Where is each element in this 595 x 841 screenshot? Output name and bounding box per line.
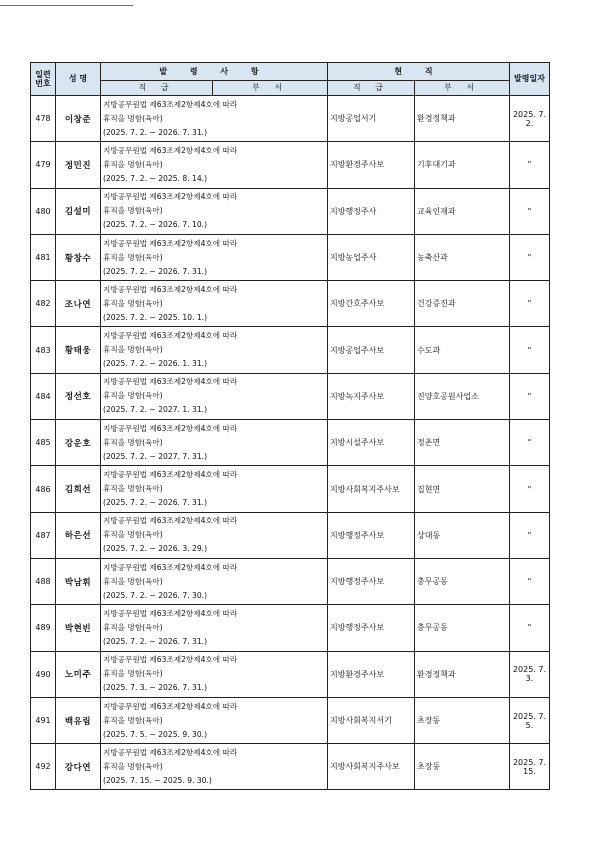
current-dept: 진양호공원사업소: [415, 373, 510, 419]
serial-number: 483: [31, 327, 56, 373]
employee-name: 강다연: [56, 744, 101, 790]
serial-number: 479: [31, 142, 56, 188]
employee-name: 정선호: [56, 373, 101, 419]
employee-name: 하은선: [56, 512, 101, 558]
current-rank: 지방간호주사보: [328, 281, 415, 327]
table-row: [31, 96, 550, 142]
issuance-date: ": [510, 420, 550, 466]
issuance-line-3: (2025. 7. 2. ~ 2026. 3. 29.): [103, 544, 208, 554]
current-dept: 환경정책과: [415, 96, 510, 142]
employee-name: 김설미: [56, 188, 101, 234]
issuance-date: ": [510, 373, 550, 419]
table-row: [31, 466, 550, 512]
issuance-line-2: 휴직을 명함(육아): [103, 345, 163, 355]
issuance-details: [101, 466, 328, 512]
table-row: [31, 558, 550, 604]
issuance-line-2: 휴직을 명함(육아): [103, 576, 163, 586]
current-rank: 지방행정주사: [328, 188, 415, 234]
current-rank: 지방시설주사보: [328, 420, 415, 466]
current-dept: 기후대기과: [415, 142, 510, 188]
issuance-details: [101, 373, 328, 419]
issuance-line-3: (2025. 7. 2. ~ 2026. 7. 31.): [103, 266, 208, 276]
issuance-line-2: 휴직을 명함(육아): [103, 298, 163, 308]
issuance-details: [101, 234, 328, 280]
issuance-details: [101, 744, 328, 790]
table-row: [31, 420, 550, 466]
issuance-details: [101, 327, 328, 373]
issuance-line-3: (2025. 7. 2. ~ 2027. 1. 31.): [103, 405, 208, 415]
serial-number: 480: [31, 188, 56, 234]
current-dept: 정촌면: [415, 420, 510, 466]
employee-name: 김희선: [56, 466, 101, 512]
current-rank: 지방공업서기: [328, 96, 415, 142]
issuance-date: ": [510, 605, 550, 651]
issuance-line-2: 휴직을 명함(육아): [103, 113, 163, 123]
serial-number: 490: [31, 651, 56, 697]
current-rank: 지방환경주사보: [328, 142, 415, 188]
serial-number: 482: [31, 281, 56, 327]
issuance-line-3: (2025. 7. 2. ~ 2026. 7. 31.): [103, 127, 208, 137]
table-row: [31, 188, 550, 234]
serial-number: 481: [31, 234, 56, 280]
current-rank: 지방농업주사: [328, 234, 415, 280]
serial-number: 485: [31, 420, 56, 466]
header-current-position: 현 직: [328, 63, 510, 81]
current-dept: 농축산과: [415, 234, 510, 280]
employee-name: 강운호: [56, 420, 101, 466]
issuance-date: ": [510, 327, 550, 373]
serial-number: 489: [31, 605, 56, 651]
current-dept: 교육인재과: [415, 188, 510, 234]
current-rank: 지방공업주사보: [328, 327, 415, 373]
issuance-date: ": [510, 466, 550, 512]
issuance-details: [101, 512, 328, 558]
issuance-line-2: 휴직을 명함(육아): [103, 252, 163, 262]
issuance-line-3: (2025. 7. 2. ~ 2026. 7. 10.): [103, 220, 208, 230]
current-dept: 충무공동: [415, 605, 510, 651]
current-rank: 지방사회복지주사보: [328, 466, 415, 512]
header-issuance-dept: 부 서: [213, 81, 328, 96]
issuance-line-3: (2025. 7. 2. ~ 2026. 7. 30.): [103, 590, 208, 600]
current-rank: 지방녹지주사보: [328, 373, 415, 419]
issuance-line-3: (2025. 7. 15. ~ 2025. 9. 30.): [103, 775, 212, 785]
issuance-details: [101, 558, 328, 604]
serial-number: 487: [31, 512, 56, 558]
current-dept: 환경정책과: [415, 651, 510, 697]
issuance-details: [101, 96, 328, 142]
serial-number: 491: [31, 697, 56, 743]
issuance-date: ": [510, 281, 550, 327]
issuance-line-2: 휴직을 명함(육아): [103, 391, 163, 401]
issuance-line-1: 지방공무원법 제63조제2항제4호에 따라: [103, 608, 238, 618]
issuance-details: [101, 651, 328, 697]
issuance-line-2: 휴직을 명함(육아): [103, 669, 163, 679]
current-dept: 상대동: [415, 512, 510, 558]
current-rank: 지방행정주사보: [328, 512, 415, 558]
employee-name: 노미주: [56, 651, 101, 697]
issuance-line-3: (2025. 7. 2. ~ 2026. 7. 31.): [103, 498, 208, 508]
current-dept: 집현면: [415, 466, 510, 512]
header-issuance-date: 발령일자: [510, 63, 550, 96]
issuance-line-2: 휴직을 명함(육아): [103, 206, 163, 216]
issuance-date: ": [510, 188, 550, 234]
issuance-details: [101, 188, 328, 234]
table-row: [31, 744, 550, 790]
issuance-line-2: 휴직을 명함(육아): [103, 159, 163, 169]
issuance-line-2: 휴직을 명함(육아): [103, 715, 163, 725]
table-row: [31, 512, 550, 558]
table-row: [31, 605, 550, 651]
issuance-line-3: (2025. 7. 3. ~ 2026. 7. 31.): [103, 683, 208, 693]
header-current-rank: 직 급: [328, 81, 415, 96]
table-row: [31, 697, 550, 743]
issuance-line-2: 휴직을 명함(육아): [103, 622, 163, 632]
header-name: 성 명: [56, 63, 101, 96]
issuance-line-2: 휴직을 명함(육아): [103, 530, 163, 540]
issuance-line-3: (2025. 7. 2. ~ 2025. 8. 14.): [103, 173, 208, 183]
issuance-line-2: 휴직을 명함(육아): [103, 484, 163, 494]
table-row: [31, 234, 550, 280]
employee-name: 조나연: [56, 281, 101, 327]
employee-name: 황태웅: [56, 327, 101, 373]
issuance-line-2: 휴직을 명함(육아): [103, 437, 163, 447]
current-rank: 지방사회복지서기: [328, 697, 415, 743]
issuance-details: [101, 420, 328, 466]
issuance-line-2: 휴직을 명함(육아): [103, 761, 163, 771]
current-rank: 지방행정주사보: [328, 558, 415, 604]
employee-name: 박현빈: [56, 605, 101, 651]
issuance-details: [101, 697, 328, 743]
issuance-date: ": [510, 512, 550, 558]
header-current-dept: 부 서: [415, 81, 510, 96]
issuance-date: ": [510, 558, 550, 604]
issuance-line-1: 지방공무원법 제63조제2항제4호에 따라: [103, 284, 238, 294]
header-serial-number: 일련 번호: [31, 63, 56, 96]
issuance-line-1: 지방공무원법 제63조제2항제4호에 따라: [103, 99, 238, 109]
issuance-details: [101, 605, 328, 651]
issuance-date: 2025. 7. 15.: [510, 744, 550, 790]
table-row: [31, 281, 550, 327]
current-dept: 초장동: [415, 744, 510, 790]
table-row: [31, 142, 550, 188]
serial-number: 478: [31, 96, 56, 142]
issuance-date: 2025. 7. 2.: [510, 96, 550, 142]
issuance-date: ": [510, 234, 550, 280]
issuance-line-1: 지방공무원법 제63조제2항제4호에 따라: [103, 331, 238, 341]
issuance-line-1: 지방공무원법 제63조제2항제4호에 따라: [103, 470, 238, 480]
current-dept: 충무공동: [415, 558, 510, 604]
issuance-line-1: 지방공무원법 제63조제2항제4호에 따라: [103, 377, 238, 387]
header-issuance-rank: 직 급: [101, 81, 213, 96]
issuance-line-3: (2025. 7. 2. ~ 2026. 7. 31.): [103, 636, 208, 646]
table-row: [31, 373, 550, 419]
issuance-line-1: 지방공무원법 제63조제2항제4호에 따라: [103, 192, 238, 202]
issuance-line-3: (2025. 7. 2. ~ 2025. 10. 1.): [103, 312, 208, 322]
issuance-line-1: 지방공무원법 제63조제2항제4호에 따라: [103, 238, 238, 248]
serial-number: 484: [31, 373, 56, 419]
current-dept: 수도과: [415, 327, 510, 373]
issuance-line-1: 지방공무원법 제63조제2항제4호에 따라: [103, 423, 238, 433]
issuance-date: ": [510, 142, 550, 188]
serial-number: 486: [31, 466, 56, 512]
issuance-line-3: (2025. 7. 2. ~ 2027. 7. 31.): [103, 451, 208, 461]
issuance-line-3: (2025. 7. 2. ~ 2026. 1. 31.): [103, 359, 208, 369]
serial-number: 492: [31, 744, 56, 790]
issuance-line-1: 지방공무원법 제63조제2항제4호에 따라: [103, 747, 238, 757]
issuance-line-1: 지방공무원법 제63조제2항제4호에 따라: [103, 562, 238, 572]
current-rank: 지방환경주사보: [328, 651, 415, 697]
table-row: [31, 651, 550, 697]
issuance-date: 2025. 7. 3.: [510, 651, 550, 697]
employee-name: 이창준: [56, 96, 101, 142]
employee-name: 황창수: [56, 234, 101, 280]
issuance-details: [101, 142, 328, 188]
employee-name: 박남휘: [56, 558, 101, 604]
current-dept: 초장동: [415, 697, 510, 743]
issuance-date: 2025. 7. 5.: [510, 697, 550, 743]
issuance-line-1: 지방공무원법 제63조제2항제4호에 따라: [103, 701, 238, 711]
issuance-line-3: (2025. 7. 5. ~ 2025. 9. 30.): [103, 729, 208, 739]
issuance-line-1: 지방공무원법 제63조제2항제4호에 따라: [103, 145, 238, 155]
personnel-order-table: [30, 62, 550, 790]
issuance-line-1: 지방공무원법 제63조제2항제4호에 따라: [103, 655, 238, 665]
current-rank: 지방행정주사보: [328, 605, 415, 651]
employee-name: 백유림: [56, 697, 101, 743]
issuance-details: [101, 281, 328, 327]
header-issuance: 발 령 사 항: [101, 63, 328, 81]
current-dept: 건강증진과: [415, 281, 510, 327]
issuance-line-1: 지방공무원법 제63조제2항제4호에 따라: [103, 516, 238, 526]
serial-number: 488: [31, 558, 56, 604]
employee-name: 정민진: [56, 142, 101, 188]
current-rank: 지방사회복지주사보: [328, 744, 415, 790]
table-row: [31, 327, 550, 373]
header-red-line: [0, 5, 133, 6]
